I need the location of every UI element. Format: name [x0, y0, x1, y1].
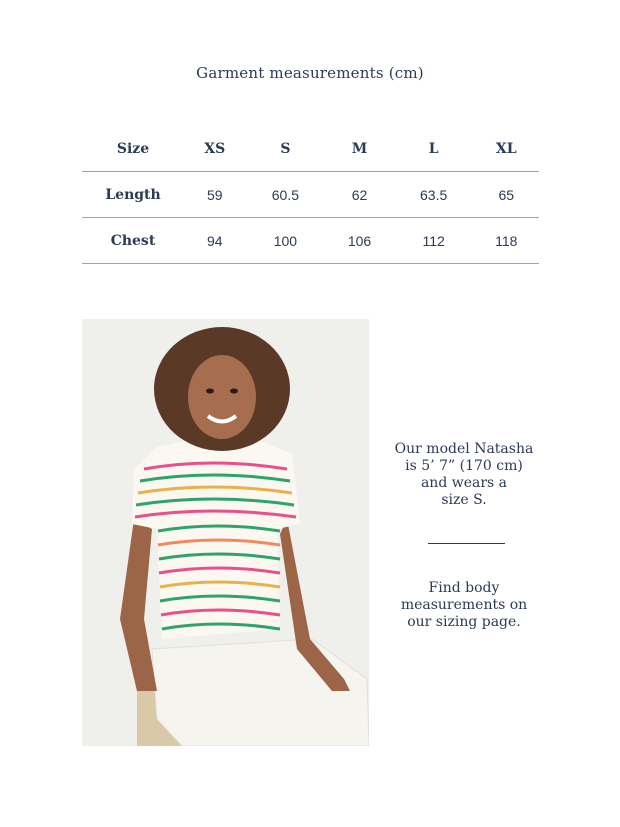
header-xl: XL: [474, 127, 539, 172]
table-cell: 100: [245, 218, 325, 264]
table-cell: 112: [394, 218, 474, 264]
model-caption: [380, 441, 548, 509]
table-cell: 60.5: [245, 172, 325, 218]
header-m: M: [325, 127, 393, 172]
caption-line: Find body: [428, 580, 500, 596]
caption-line: and wears a: [420, 475, 508, 491]
caption-line: our sizing page.: [407, 614, 521, 630]
page-title: Garment measurements (cm): [196, 64, 424, 82]
table-row-chest: [82, 218, 539, 264]
caption-line: size S.: [441, 492, 487, 508]
header-s: S: [245, 127, 325, 172]
size-table: [82, 127, 539, 264]
row-label: Length: [82, 172, 184, 218]
table-cell: 59: [184, 172, 245, 218]
table-cell: 106: [325, 218, 393, 264]
table-row-length: [82, 172, 539, 218]
model-photo: [82, 319, 369, 746]
sizing-caption: [380, 580, 548, 631]
table-cell: 65: [474, 172, 539, 218]
caption-line: Our model Natasha: [394, 441, 534, 457]
table-cell: 63.5: [394, 172, 474, 218]
table-cell: 62: [325, 172, 393, 218]
model-illustration: [82, 319, 369, 746]
divider: [428, 543, 505, 544]
header-xs: XS: [184, 127, 245, 172]
row-label: Chest: [82, 218, 184, 264]
caption-line: is 5’ 7” (170 cm): [405, 458, 523, 474]
caption-line: measurements on: [400, 597, 528, 613]
table-cell: 118: [474, 218, 539, 264]
header-size: Size: [82, 127, 184, 172]
table-cell: 94: [184, 218, 245, 264]
table-header-row: [82, 127, 539, 172]
header-l: L: [394, 127, 474, 172]
